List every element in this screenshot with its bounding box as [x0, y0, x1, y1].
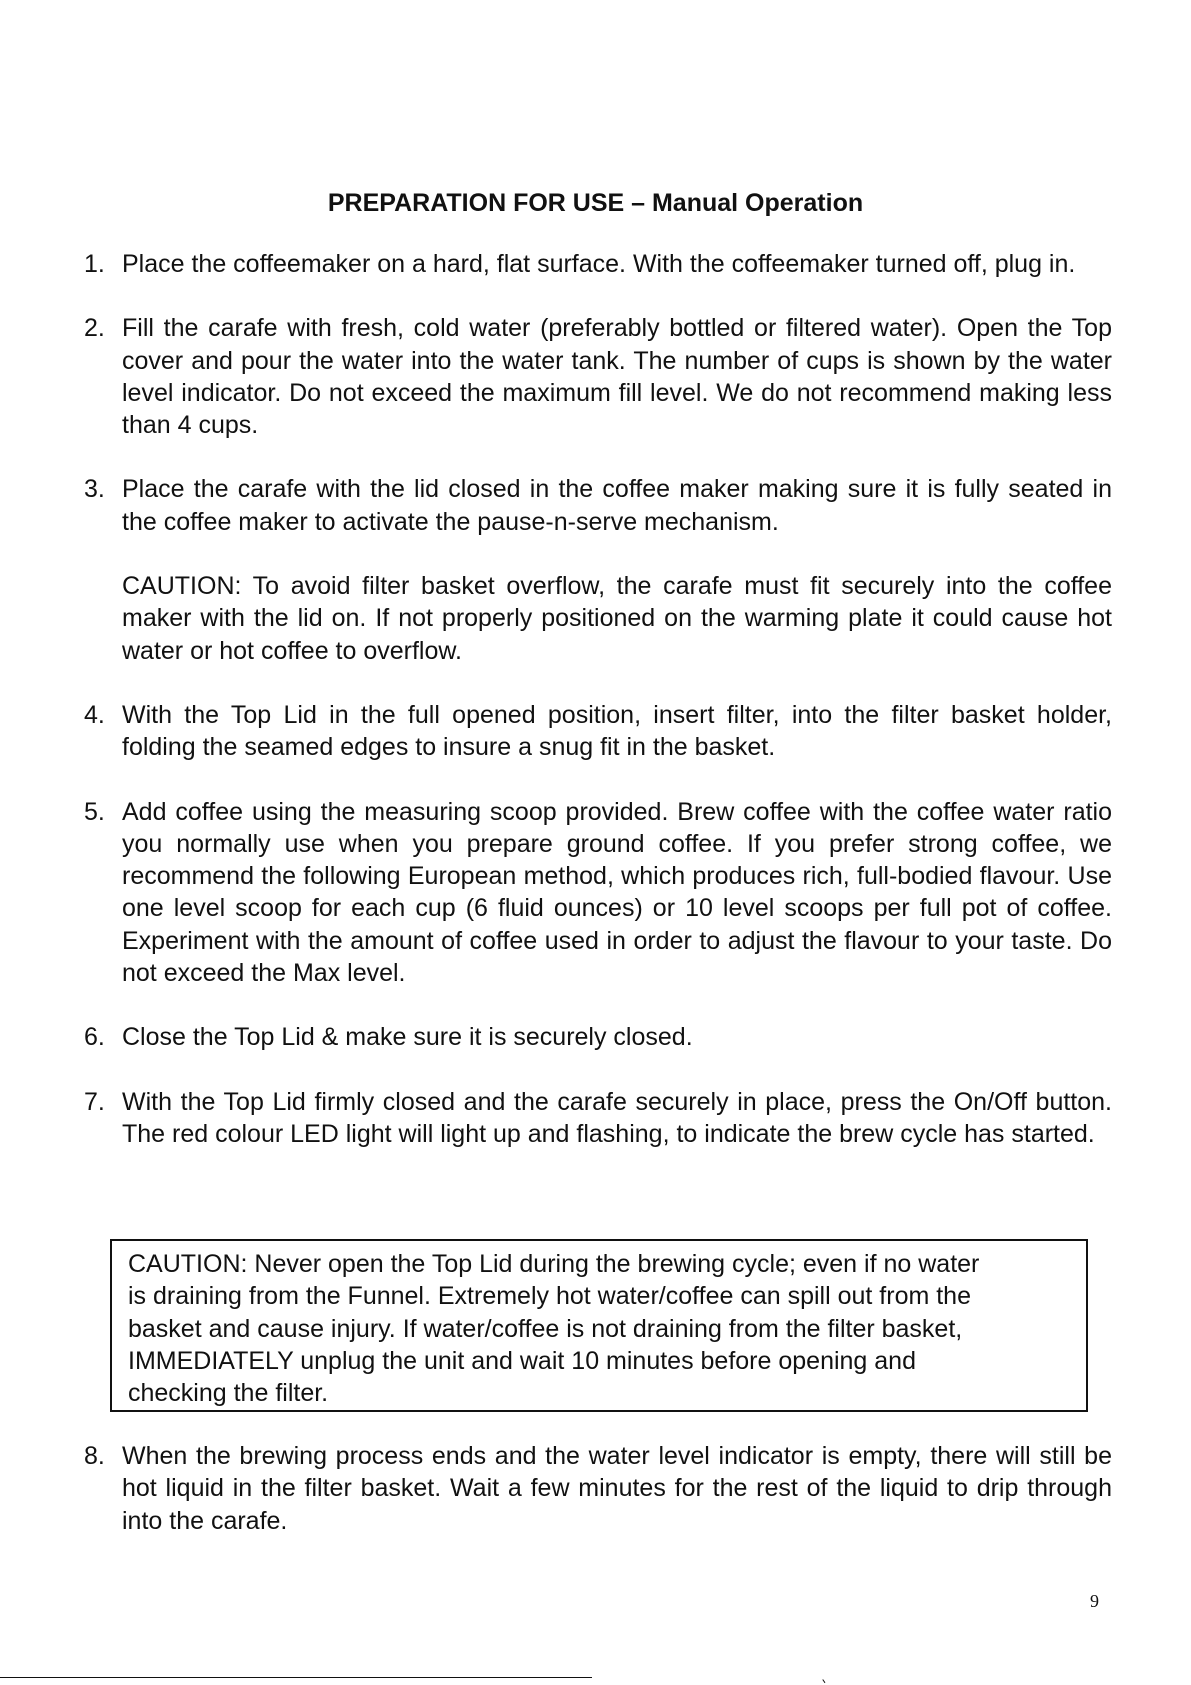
item-text: With the Top Lid firmly closed and the carafe securely in place, press the On/Off button. The red colour LED light will light up and flashing, to indicate the brew cycle has started. — [122, 1087, 1112, 1148]
list-item — [84, 796, 1112, 990]
item-number: 8. — [84, 1442, 105, 1470]
item-text: Close the Top Lid & make sure it is securely closed. — [122, 1023, 693, 1052]
footer-divider — [0, 1677, 592, 1678]
item-number: 2. — [84, 314, 105, 343]
list-item — [84, 1440, 1112, 1537]
item-text: When the brewing process ends and the water level indicator is empty, there will still be hot liquid in the filter basket. Wait a few minutes for the rest of the liquid to drip through into the carafe. — [122, 1442, 1112, 1535]
item-number: 5. — [84, 797, 105, 826]
item-body — [122, 473, 1112, 666]
caution-line: IMMEDIATELY unplug the unit and wait 10 minutes before opening and — [128, 1346, 916, 1375]
item-number: 6. — [84, 1023, 105, 1052]
caution-note: CAUTION: To avoid filter basket overflow, the carafe must fit securely into the coffee maker with the lid on. If not properly positioned on the warming plate it could cause hot water or hot coffee to overflow. — [122, 572, 1112, 665]
item-text: Fill the carafe with fresh, cold water (preferably bottled or filtered water). Open the Top cover and pour the water into the water tank. The number of cups is shown by the water level indicator. Do not exceed the maximum fill level. We do not recommend making less than 4 cups. — [122, 314, 1112, 440]
list-item — [84, 473, 1112, 666]
caution-box — [110, 1239, 1088, 1412]
item-number: 4. — [84, 700, 105, 729]
footer-mark — [822, 1677, 828, 1683]
item-number: 3. — [84, 475, 105, 504]
caution-line: CAUTION: Never open the Top Lid during the brewing cycle; even if no water — [128, 1250, 980, 1278]
item-number: 1. — [84, 250, 105, 278]
list-item — [84, 1086, 1112, 1151]
page-number: 9 — [1090, 1591, 1099, 1611]
item-text: Add coffee using the measuring scoop provided. Brew coffee with the coffee water ratio you normally use when you prepare ground coffee. If you prefer strong coffee, we recommend the following European method, which produces rich, full-bodied flavour. Use one level scoop for each cup (6 fluid ounces) or 10 level scoops per full pot of coffee. Experiment with the amount of coffee used in order to adjust the flavour to your taste. Do not exceed the Max level. — [122, 797, 1112, 988]
item-text: With the Top Lid in the full opened position, insert filter, into the filter basket holder, folding the seamed edges to insure a snug fit in the basket. — [122, 700, 1112, 762]
list-item — [84, 248, 1112, 280]
caution-line: is draining from the Funnel. Extremely hot water/coffee can spill out from the — [128, 1282, 971, 1311]
list-item — [84, 1021, 1112, 1053]
list-item — [84, 699, 1112, 764]
page-title: PREPARATION FOR USE – Manual Operation — [327, 189, 864, 217]
instruction-list — [84, 248, 1112, 1182]
item-text: Place the coffeemaker on a hard, flat surface. With the coffeemaker turned off, plug in. — [122, 250, 1076, 278]
item-text: Place the carafe with the lid closed in the coffee maker making sure it is fully seated in the coffee maker to activate the pause-n-serve mechanism. — [122, 475, 1112, 536]
caution-line: basket and cause injury. If water/coffee is not draining from the filter basket, — [128, 1314, 963, 1343]
caution-line: checking the filter. — [128, 1379, 329, 1408]
item-number: 7. — [84, 1087, 105, 1116]
list-item — [84, 312, 1112, 441]
